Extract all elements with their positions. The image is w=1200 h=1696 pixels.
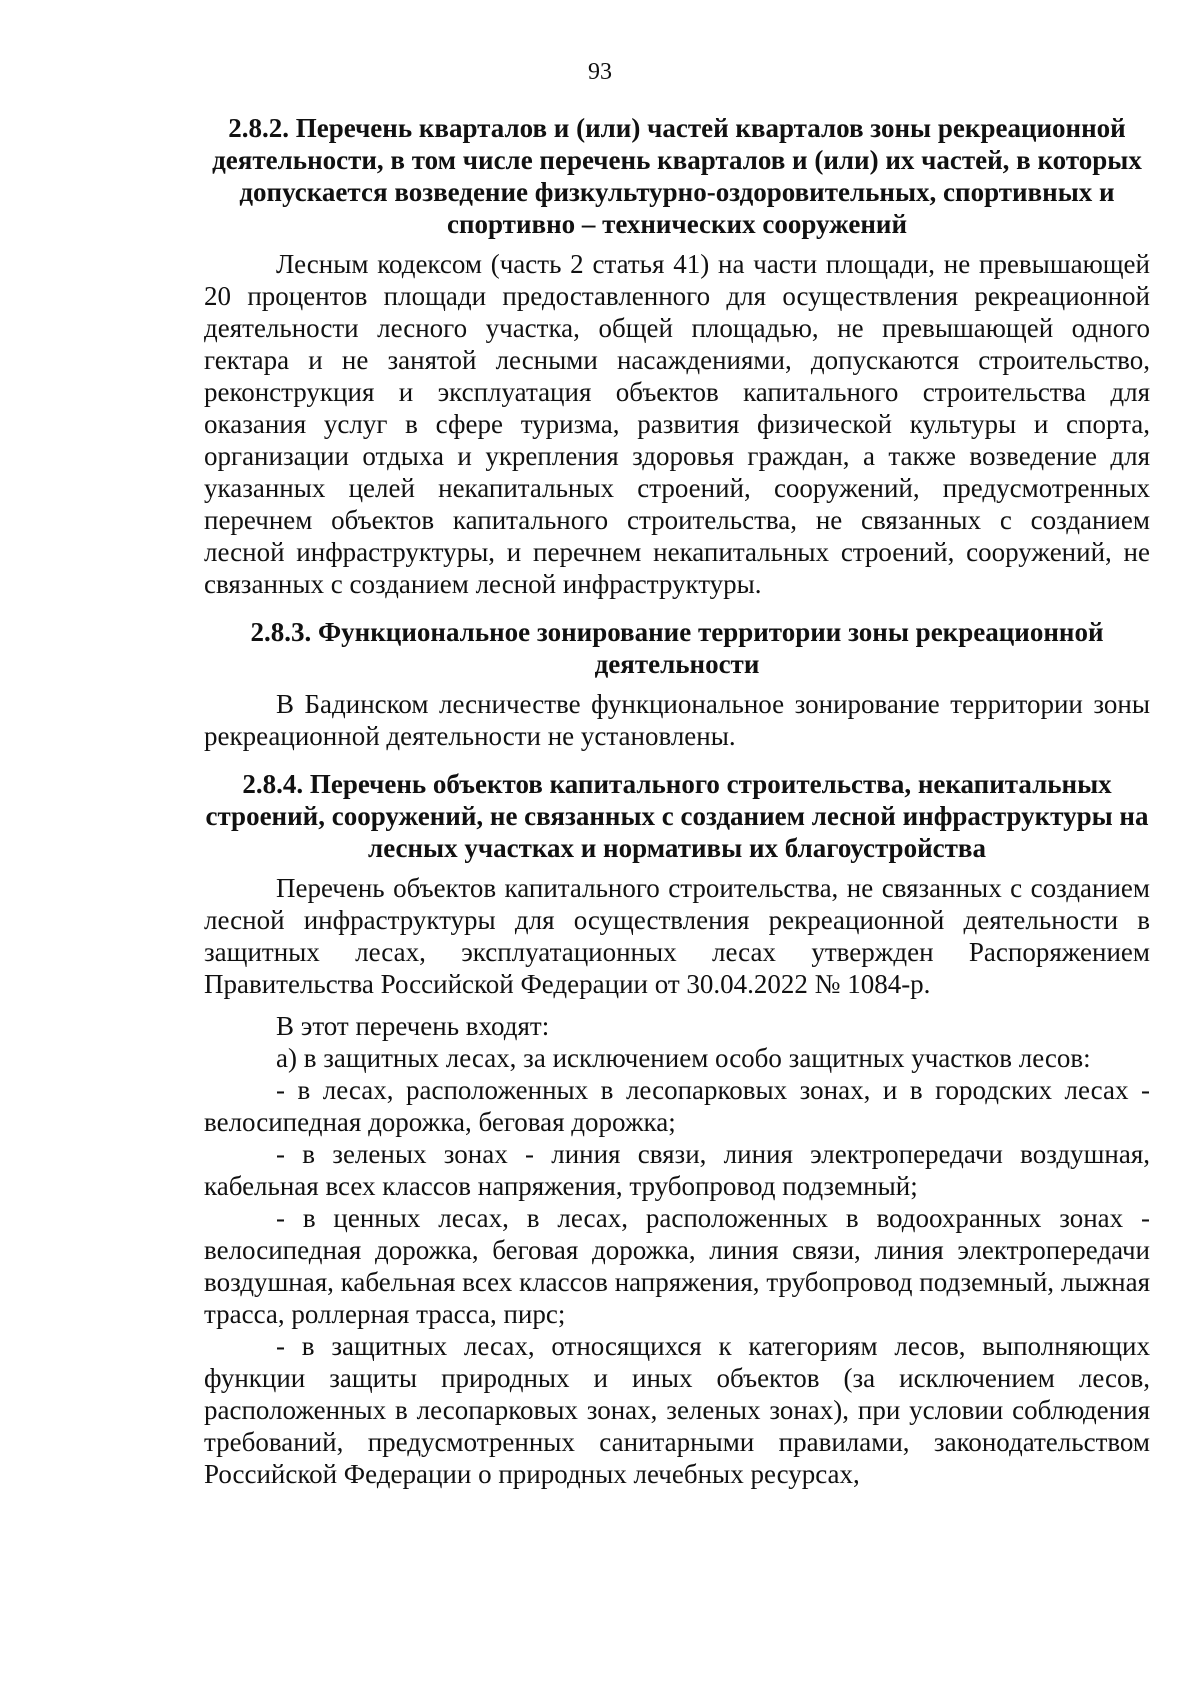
section-2-8-3-title: 2.8.3. Функциональное зонирование территории зоны рекреационной деятельности <box>250 617 1104 679</box>
list-item: - в зеленых зонах - линия связи, линия электропередачи воздушная, кабельная всех классов напряжения, трубопровод подземный; <box>204 1139 1150 1201</box>
section-2-8-4-body: Перечень объектов капитального строительства, не связанных с созданием лесной инфраструктуры для осуществления рекреационной деятельности в защитных лесах, эксплуатационных лесах утвержден Распоряжением Правительства Российской Федерации от 30.04.2022 № 1084-р. <box>204 873 1150 999</box>
section-2-8-2-title: 2.8.2. Перечень кварталов и (или) частей кварталов зоны рекреационной деятельности, в том числе перечень кварталов и (или) их частей, в которых допускается возведение физкультурно-оздоровительных, спортивных и спортивно – технических сооружений <box>212 113 1142 239</box>
page-content <box>204 112 1150 1490</box>
list-item: - в лесах, расположенных в лесопарковых зонах, и в городских лесах - велосипедная дорожка, беговая дорожка; <box>204 1075 1150 1137</box>
list-intro: В этот перечень входят: <box>276 1011 550 1041</box>
list-item: - в защитных лесах, относящихся к категориям лесов, выполняющих функции защиты природных и иных объектов (за исключением лесов, расположенных в лесопарковых зонах, зеленых зонах), при условии соблюдения требований, предусмотренных санитарными правилами, законодательством Российской Федерации о природных лечебных ресурсах, <box>204 1331 1150 1489</box>
page-number: 93 <box>588 59 612 85</box>
list-item: - в ценных лесах, в лесах, расположенных в водоохранных зонах - велосипедная дорожка, беговая дорожка, линия связи, линия электропередачи воздушная, кабельная всех классов напряжения, трубопровод подземный, лыжная трасса, роллерная трасса, пирс; <box>204 1203 1150 1329</box>
list-item-a: а) в защитных лесах, за исключением особо защитных участков лесов: <box>276 1043 1091 1073</box>
section-2-8-3-body: В Бадинском лесничестве функциональное зонирование территории зоны рекреационной деятельности не установлены. <box>204 689 1150 751</box>
section-2-8-4-title: 2.8.4. Перечень объектов капитального строительства, некапитальных строений, сооружений, не связанных с созданием лесной инфраструктуры на лесных участках и нормативы их благоустройства <box>205 769 1149 863</box>
section-2-8-2-body: Лесным кодексом (часть 2 статья 41) на части площади, не превышающей 20 процентов площади предоставленного для осуществления рекреационной деятельности лесного участка, общей площадью, не превышающей одного гектара и не занятой лесными насаждениями, допускаются строительство, реконструкция и эксплуатация объектов капитального строительства для оказания услуг в сфере туризма, развития физической культуры и спорта, организации отдыха и укрепления здоровья граждан, а также возведение для указанных целей некапитальных строений, сооружений, предусмотренных перечнем объектов капитального строительства, не связанных с созданием лесной инфраструктуры, и перечнем некапитальных строений, сооружений, не связанных с созданием лесной инфраструктуры. <box>204 249 1150 599</box>
